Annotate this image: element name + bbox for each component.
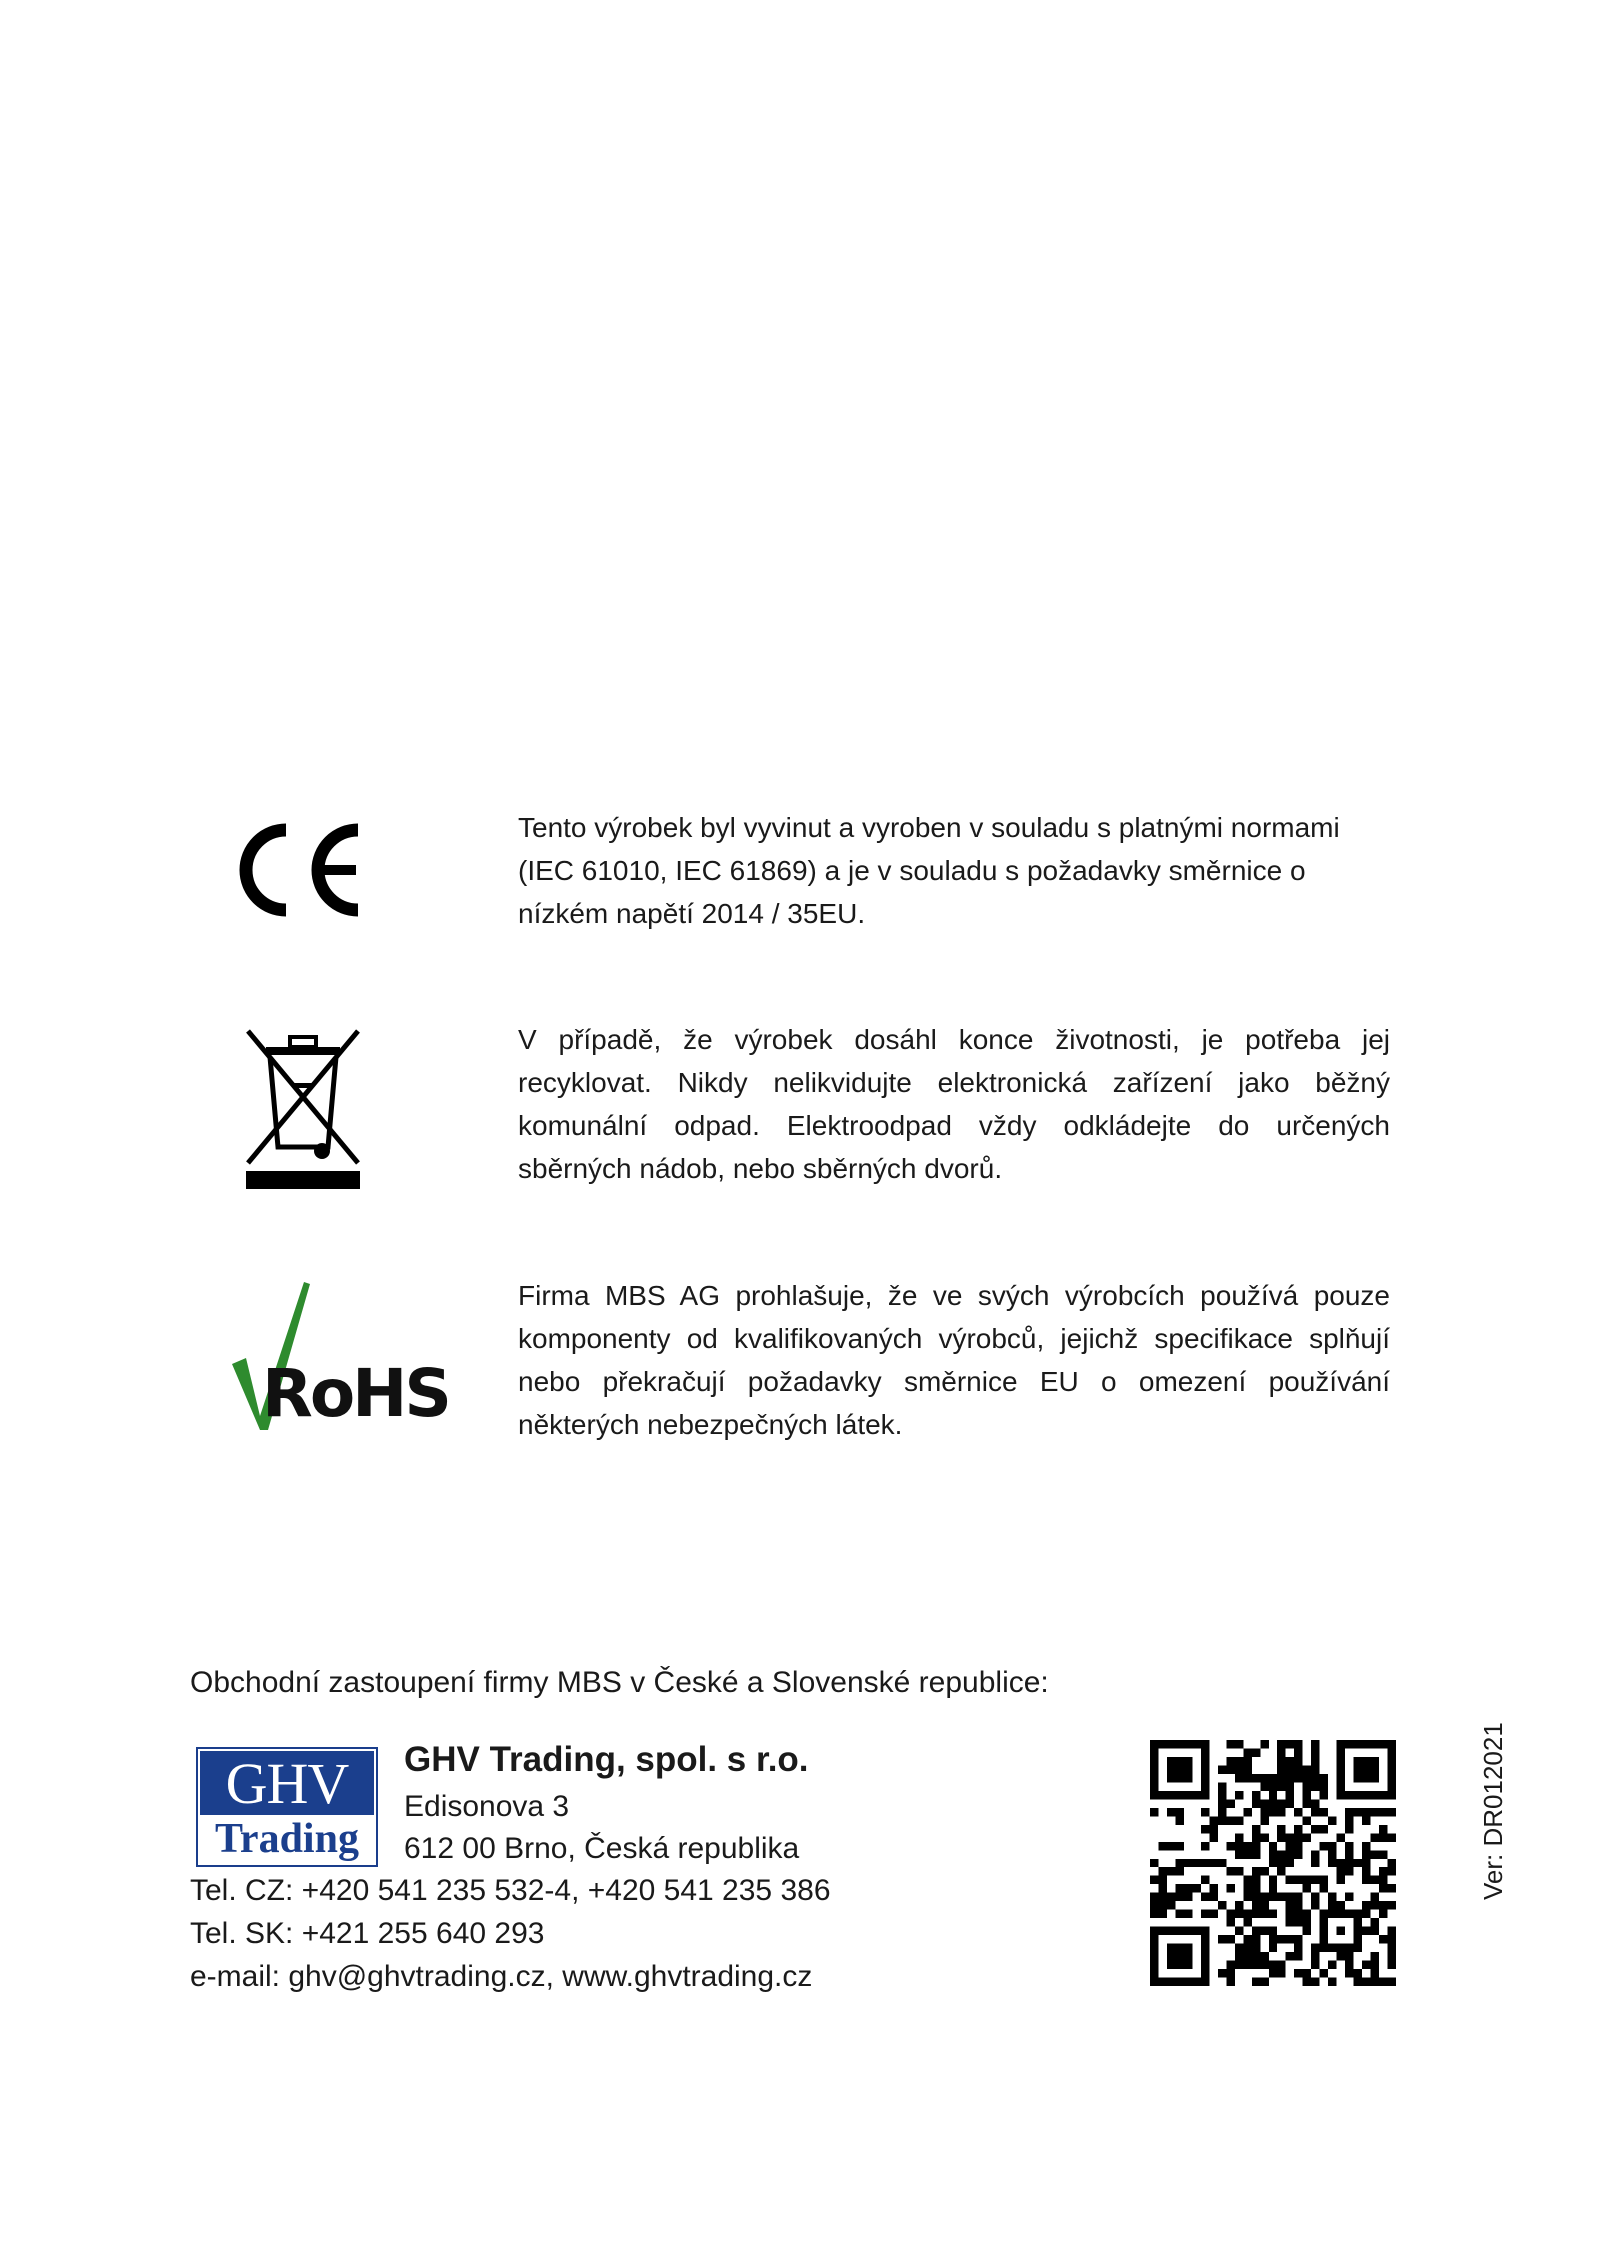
rohs-statement: Firma MBS AG prohlašuje, že ve svých výrobcích používá pouze komponenty od kvalifikovaných výrobců, jejichž specifikace splňují nebo překračují požadavky směrnice EU o omezení používání některých nebezpečných látek. (518, 1280, 1390, 1440)
weee-statement: V případě, že výrobek dosáhl konce životnosti, je potřeba jej recyklovat. Nikdy nelikvidujte elektronická zařízení jako běžný komunální odpad. Elektroodpad vždy odkládejte do určených sběrných nádob, nebo sběrných dvorů. (518, 1024, 1390, 1184)
version-label: Ver: DR012021 (1478, 1722, 1508, 1900)
company-name: GHV Trading, spol. s r.o. (404, 1740, 809, 1779)
weee-crossed-bin-icon (242, 1025, 364, 1193)
rohs-logo-text: RoHS (262, 1355, 449, 1432)
representation-heading: Obchodní zastoupení firmy MBS v České a Slovenské republice: (190, 1666, 1049, 1699)
phone-sk: Tel. SK: +421 255 640 293 (190, 1917, 545, 1950)
ce-statement: Tento výrobek byl vyvinut a vyroben v souladu s platnými normami (IEC 61010, IEC 61869) a je v souladu s požadavky směrnice o nízkém napětí 2014 / 35EU. (518, 812, 1340, 929)
phone-cz: Tel. CZ: +420 541 235 532-4, +420 541 235 386 (190, 1874, 831, 1907)
contact-line: e-mail: ghv@ghvtrading.cz, www.ghvtrading.cz (190, 1960, 813, 1993)
street-address: Edisonova 3 (404, 1790, 570, 1823)
rohs-check-icon (224, 1276, 449, 1436)
ce-mark-icon (236, 820, 370, 920)
qr-code-icon (1150, 1740, 1396, 1986)
ghv-trading-logo: GHV Trading (196, 1747, 378, 1867)
city-address: 612 00 Brno, Česká republika (404, 1832, 800, 1865)
